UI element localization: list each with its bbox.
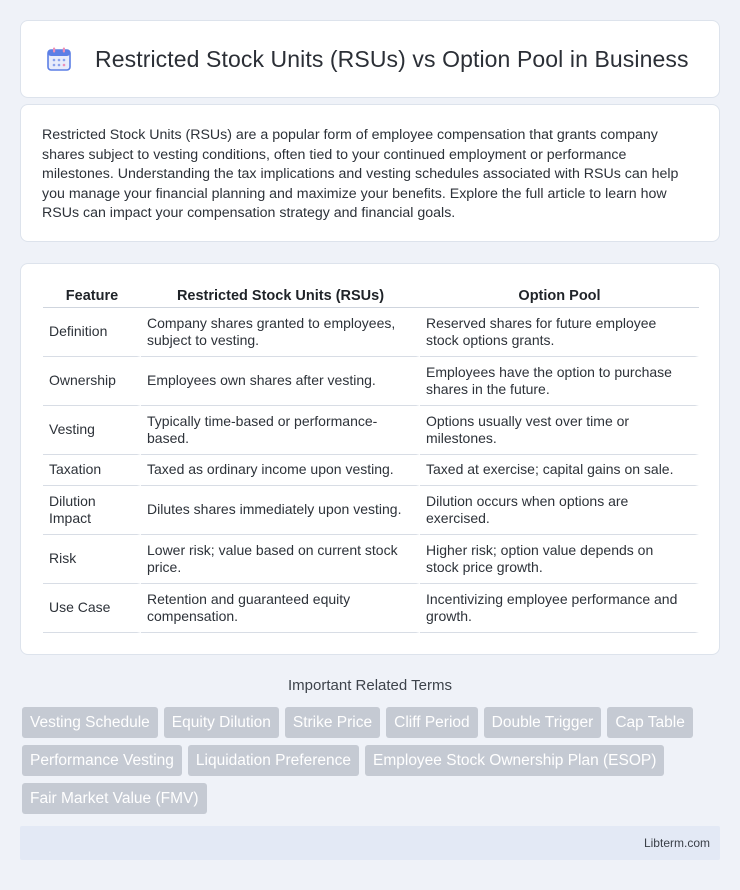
term-tag-vesting-schedule[interactable]: Vesting Schedule xyxy=(22,707,158,738)
row-option-pool: Reserved shares for future employee stock options grants. xyxy=(420,308,699,357)
row-option-pool: Incentivizing employee performance and growth. xyxy=(420,584,699,633)
row-rsus: Lower risk; value based on current stock price. xyxy=(141,535,420,584)
row-rsus: Retention and guaranteed equity compensation. xyxy=(141,584,420,633)
term-tag-cap-table[interactable]: Cap Table xyxy=(607,707,693,738)
comparison-card xyxy=(20,263,720,655)
term-tag-cliff-period[interactable]: Cliff Period xyxy=(386,707,478,738)
term-tag-performance-vesting[interactable]: Performance Vesting xyxy=(22,745,182,776)
row-option-pool: Dilution occurs when options are exercised. xyxy=(420,486,699,535)
term-tag-liquidation-preference[interactable]: Liquidation Preference xyxy=(188,745,359,776)
table-row xyxy=(43,308,699,357)
row-rsus: Company shares granted to employees, subject to vesting. xyxy=(141,308,420,357)
row-feature: Risk xyxy=(43,535,141,584)
term-tag-strike-price[interactable]: Strike Price xyxy=(285,707,380,738)
intro-card xyxy=(20,104,720,242)
row-feature: Taxation xyxy=(43,455,141,486)
header-card xyxy=(20,20,720,98)
table-row xyxy=(43,455,699,486)
table-row xyxy=(43,406,699,455)
row-rsus: Employees own shares after vesting. xyxy=(141,357,420,406)
term-tag-double-trigger[interactable]: Double Trigger xyxy=(484,707,602,738)
row-feature: Dilution Impact xyxy=(43,486,141,535)
row-feature: Vesting xyxy=(43,406,141,455)
calendar-icon xyxy=(45,45,73,73)
row-option-pool: Higher risk; option value depends on stock price growth. xyxy=(420,535,699,584)
term-tag-equity-dilution[interactable]: Equity Dilution xyxy=(164,707,279,738)
row-feature: Definition xyxy=(43,308,141,357)
term-tag-fmv[interactable]: Fair Market Value (FMV) xyxy=(22,783,207,814)
page-title: Restricted Stock Units (RSUs) vs Option Pool in Business xyxy=(95,45,689,72)
header-option-pool: Option Pool xyxy=(420,284,699,308)
row-option-pool: Options usually vest over time or milestones. xyxy=(420,406,699,455)
table-row xyxy=(43,357,699,406)
row-rsus: Taxed as ordinary income upon vesting. xyxy=(141,455,420,486)
row-rsus: Dilutes shares immediately upon vesting. xyxy=(141,486,420,535)
row-option-pool: Employees have the option to purchase shares in the future. xyxy=(420,357,699,406)
row-feature: Ownership xyxy=(43,357,141,406)
comparison-table xyxy=(43,284,699,633)
related-terms-list xyxy=(22,707,722,814)
table-row xyxy=(43,535,699,584)
row-rsus: Typically time-based or performance-based. xyxy=(141,406,420,455)
header-rsus: Restricted Stock Units (RSUs) xyxy=(141,284,420,308)
footer-site-link[interactable]: Libterm.com xyxy=(643,836,710,850)
header-feature: Feature xyxy=(43,284,141,308)
table-row xyxy=(43,584,699,633)
intro-paragraph: Restricted Stock Units (RSUs) are a popular form of employee compensation that grants company shares subject to vesting conditions, often tied to your continued employment or performance milestones. Understanding the tax implications and vesting schedules associated with RSUs can help you manage your financial planning and maximize your benefits. Explore the full article to learn how RSUs can impact your compensation strategy and financial goals. xyxy=(42,127,679,222)
related-terms-title: Important Related Terms xyxy=(288,677,452,694)
table-row xyxy=(43,486,699,535)
row-feature: Use Case xyxy=(43,584,141,633)
footer xyxy=(20,826,720,860)
table-header-row xyxy=(43,284,699,308)
row-option-pool: Taxed at exercise; capital gains on sale. xyxy=(420,455,699,486)
term-tag-esop[interactable]: Employee Stock Ownership Plan (ESOP) xyxy=(365,745,664,776)
